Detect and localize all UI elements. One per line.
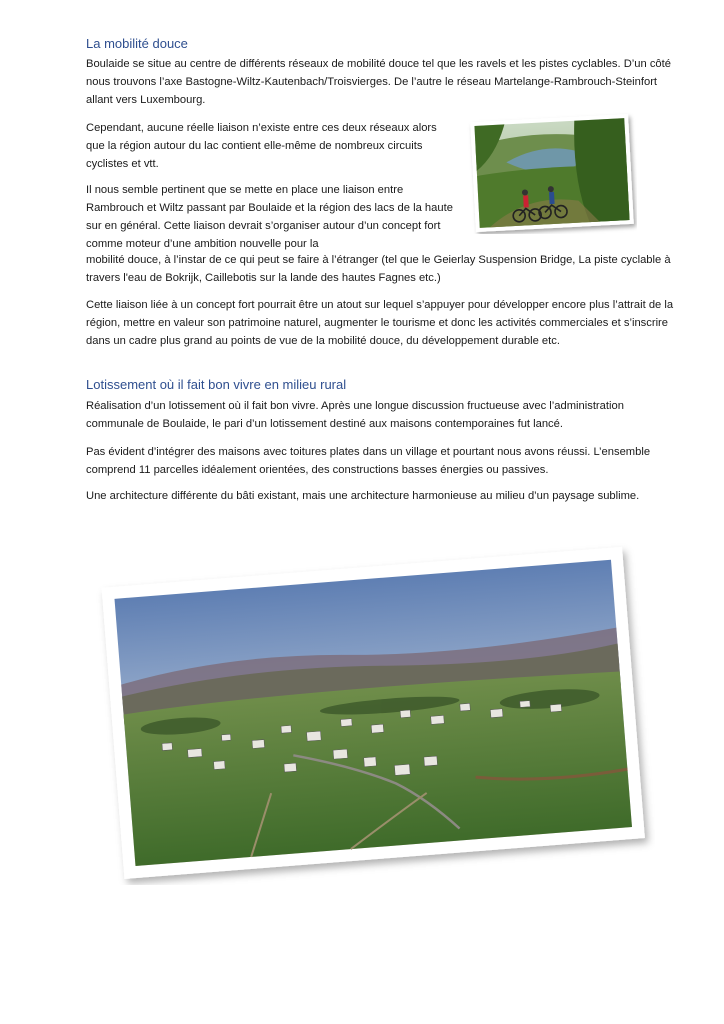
- section-heading-mobilite: La mobilité douce: [86, 36, 188, 51]
- paragraph-pertinent-b: mobilité douce, à l’instar de ce qui peut se faire à l’étranger (tel que le Geierlay Suspension Bridge, La piste cyclable à travers l'eau de Bokrijk, Caillebotis sur la lande des hautes Fagnes etc.): [86, 254, 671, 284]
- paragraph-architecture: Une architecture différente du bâti existant, mais une architecture harmonieuse au milieu d’un paysage sublime.: [86, 490, 640, 502]
- paragraph-mobilite-intro: Boulaide se situe au centre de différents réseaux de mobilité douce tel que les ravels et les pistes cyclables. D’un côté nous trouvons l’axe Bastogne-Wiltz-Kautenbach/Troisvierges. De l’autre le réseau Martelange-Rambrouch-Steinfort allant vers Luxembourg.: [86, 58, 671, 106]
- paragraph-toitures: Pas évident d’intégrer des maisons avec toitures plates dans un village et pourtant nous avons réussi. L’ensemble comprend 11 parcelles idéalement orientées, des constructions basses énergies ou passives.: [86, 446, 651, 476]
- paragraph-concept-fort: Cette liaison liée à un concept fort pourrait être un atout sur lequel s’appuyer pour développer encore plus l’attrait de la région, mettre en valeur son patrimoine naturel, augmenter le tourisme et donc les activités commerciales et s’inscrire dans un cadre plus grand au points de vue de la mobilité douce, du développement durable etc.: [86, 299, 674, 347]
- cyclists-lake-photo: [467, 112, 637, 234]
- paragraph-pertinent-a: Il nous semble pertinent que se mette en place une liaison entre Rambrouch et Wiltz passant par Boulaide et la région des lacs de la haute sur en général. Cette liaison devrait s’organiser autour d’un concept fort comme moteur d’une ambition nouvelle pour la: [86, 184, 453, 250]
- section-heading-lotissement: Lotissement où il fait bon vivre en milieu rural: [86, 377, 347, 392]
- paragraph-lotissement-intro: Réalisation d’un lotissement où il fait bon vivre. Après une longue discussion fructueuse avec l’administration communale de Boulaide, le pari d’un lotissement destiné aux maisons contemporaines fut lancé.: [86, 400, 624, 430]
- aerial-village-photo: [90, 535, 655, 885]
- paragraph-liaison: Cependant, aucune réelle liaison n’existe entre ces deux réseaux alors que la région autour du lac contient elle-même de nombreux circuits cyclistes et vtt.: [86, 122, 437, 170]
